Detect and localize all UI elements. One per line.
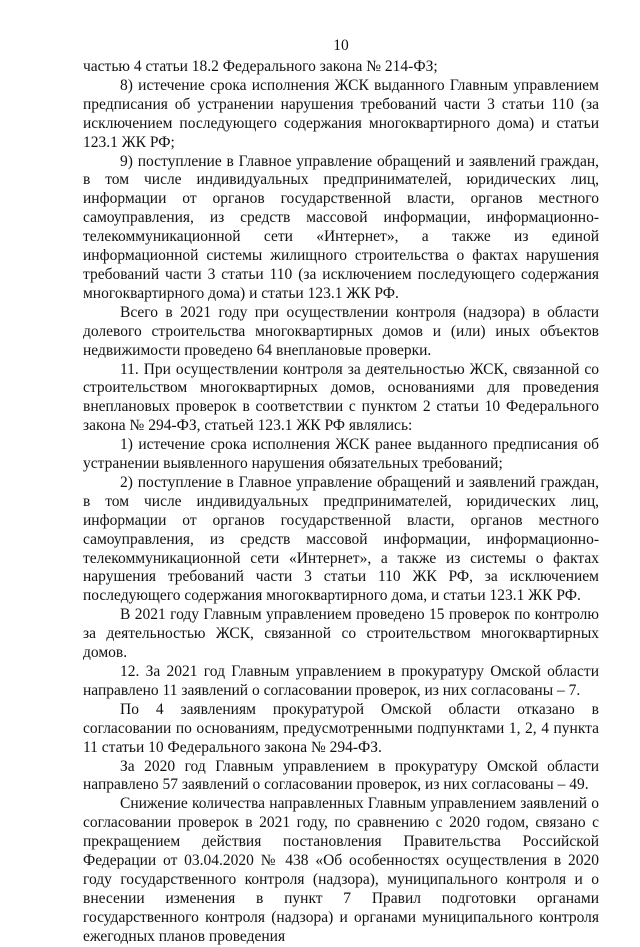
paragraph-2: 8) истечение срока исполнения ЖСК выданного Главным управлением предписания об устранении нарушения требований части 3 статьи 110 (за исключением последующего содержания многоквартирного дома) и статьи 123.1 ЖК РФ; [83,76,599,151]
paragraph-10: По 4 заявлениям прокуратурой Омской области отказано в согласовании по основаниям, предусмотренными подпунктами 1, 2, 4 пункта 11 статьи 10 Федерального закона № 294-ФЗ. [83,700,599,756]
paragraph-8: В 2021 году Главным управлением проведено 15 проверок по контролю за деятельностью ЖСК, связанной со строительством многоквартирных домов. [83,606,599,662]
paragraph-6: 1) истечение срока исполнения ЖСК ранее выданного предписания об устранении выявленного нарушения обязательных требований; [83,436,599,473]
page-number: 10 [333,37,349,54]
document-page [83,36,599,947]
paragraph-3: 9) поступление в Главное управление обращений и заявлений граждан, в том числе индивидуальных предпринимателей, юридических лиц, информации от органов государственной власти, органов местного самоуправления, из средств массовой информации, информационно-телекоммуникационной сети «Интернет», а также из единой информационной системы жилищного строительства о фактах нарушения требований части 3 статьи 110 (за исключением последующего содержания многоквартирного дома) и статьи 123.1 ЖК РФ. [83,152,599,302]
paragraph-11: За 2020 год Главным управлением в прокуратуру Омской области направлено 57 заявлений о согласовании проверок, из них согласованы – 49. [83,757,599,794]
paragraph-12: Снижение количества направленных Главным управлением заявлений о согласовании проверок в 2021 году, по сравнению с 2020 годом, связано с прекращением действия постановления Правительства Российской Федерации от 03.04.2020 № 438 «Об особенностях осуществления в 2020 году государственного контроля (надзора), муниципального контроля и о внесении изменения в пункт 7 Правил подготовки органами государственного контроля (надзора) и органами муниципального контроля ежегодных планов проведения [83,795,599,945]
paragraph-5: 11. При осуществлении контроля за деятельностью ЖСК, связанной со строительством многоквартирных домов, основаниями для проведения внеплановых проверок в соответствии с пунктом 2 статьи 10 Федерального закона № 294-ФЗ, статьей 123.1 ЖК РФ являлись: [83,360,599,435]
paragraph-1: частью 4 статьи 18.2 Федерального закона № 214-ФЗ; [83,58,438,75]
paragraph-9: 12. За 2021 год Главным управлением в прокуратуру Омской области направлено 11 заявлений о согласовании проверок, из них согласованы – 7. [83,663,599,699]
paragraph-4: Всего в 2021 году при осуществлении контроля (надзора) в области долевого строительства многоквартирных домов и (или) иных объектов недвижимости проведено 64 внеплановые проверки. [83,303,599,359]
paragraph-7: 2) поступление в Главное управление обращений и заявлений граждан, в том числе индивидуальных предпринимателей, юридических лиц, информации от органов государственной власти, органов местного самоуправления, из средств массовой информации, информационно-телекоммуникационной сети «Интернет», а также из системы о фактах нарушения требований части 3 статьи 110 ЖК РФ, за исключением последующего содержания многоквартирного дома, и статьи 123.1 ЖК РФ. [83,473,599,605]
